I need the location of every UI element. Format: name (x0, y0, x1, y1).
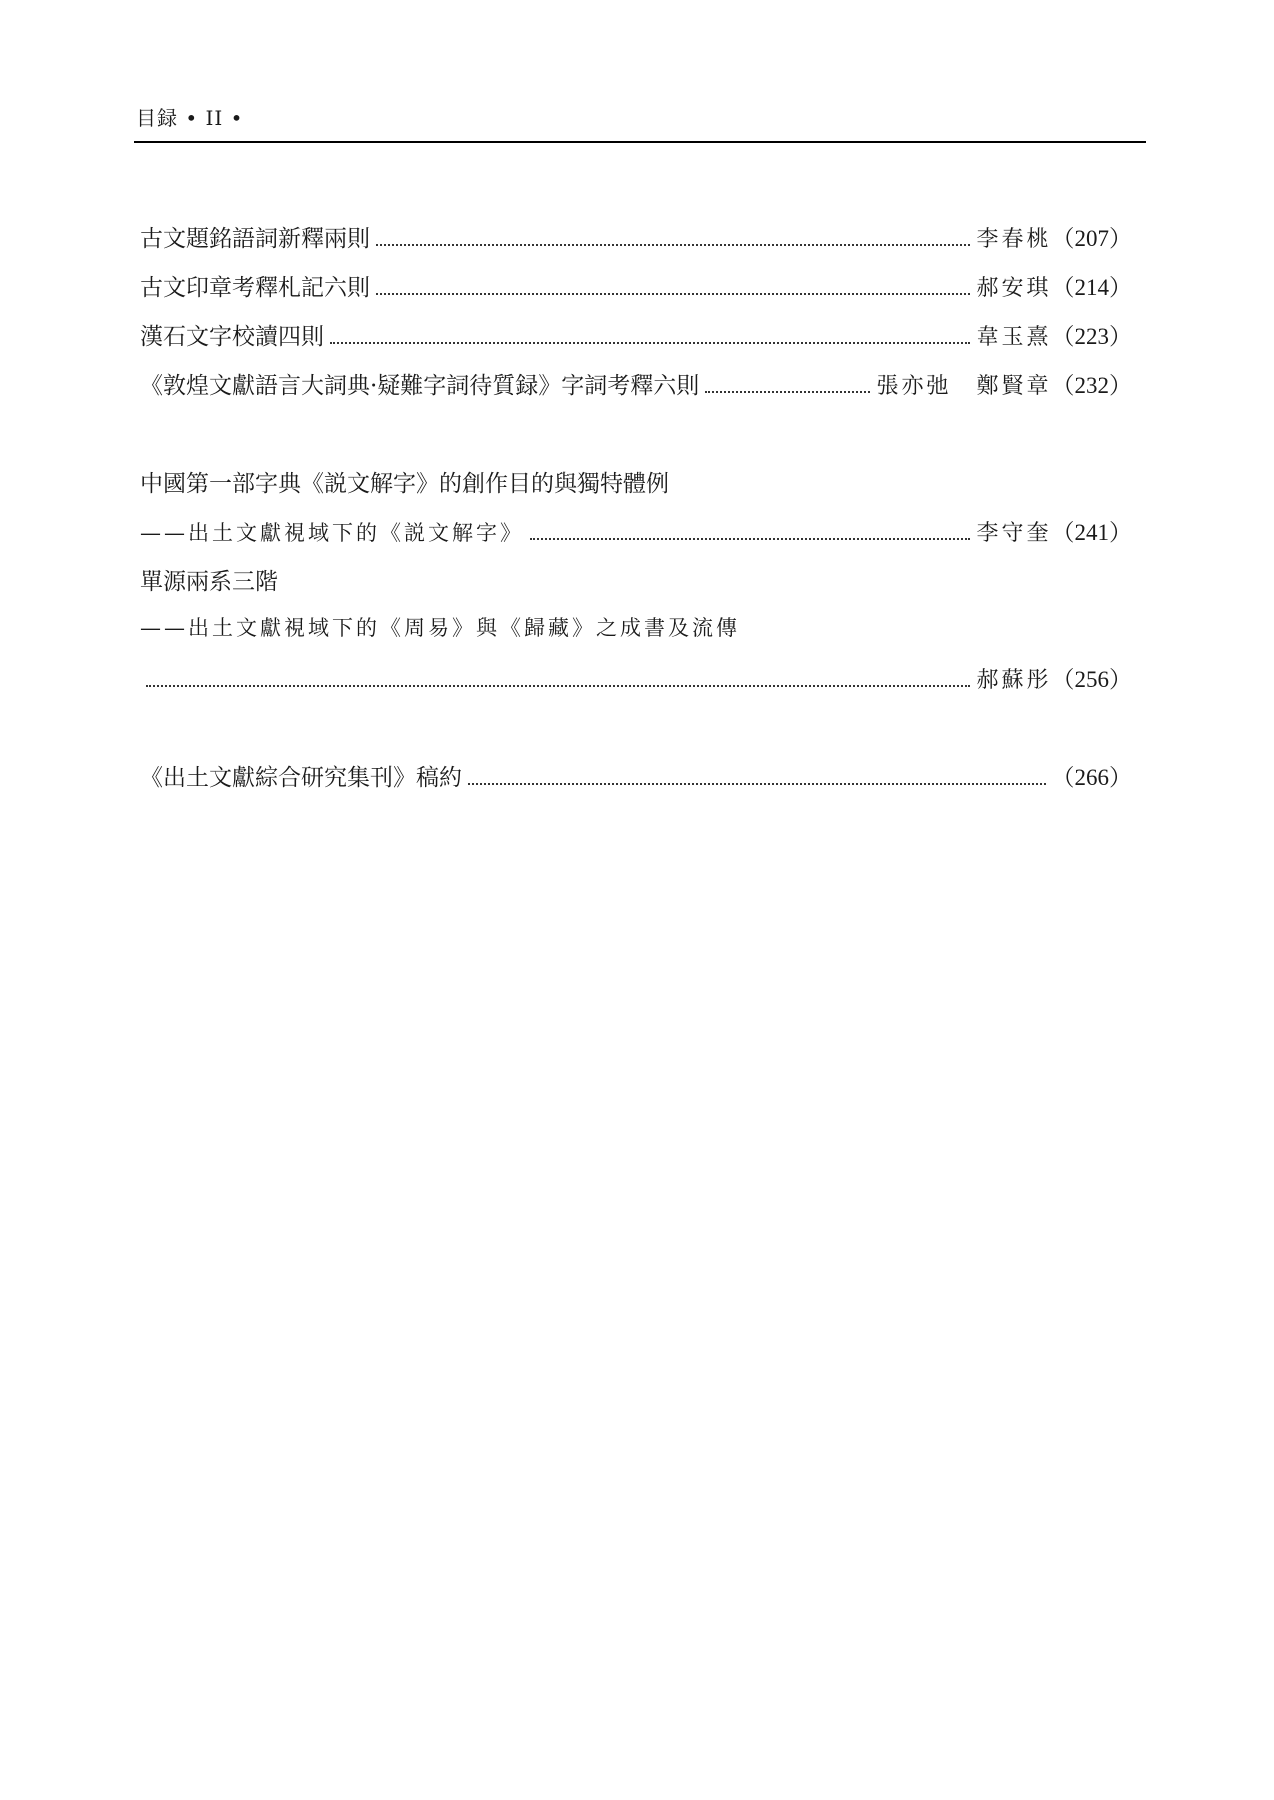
toc-entry-title: 漢石文字校讀四則 (140, 324, 324, 350)
toc-entry-author: 郝安琪 (976, 276, 1052, 301)
leader-dots (468, 783, 1046, 785)
toc-entry-author: 李守奎 (976, 521, 1052, 546)
toc-entry-title: 《敦煌文獻語言大詞典·疑難字詞待質録》字詞考釋六則 (140, 373, 700, 399)
toc-entry-author: 李春桃 (976, 227, 1052, 252)
toc-entry-page: （256） (1051, 667, 1132, 692)
toc-entry[interactable] (140, 367, 1132, 416)
toc-entry-title: 古文題銘語詞新釋兩則 (140, 226, 370, 252)
toc-entry[interactable] (140, 220, 1132, 269)
toc-entry[interactable] (140, 514, 1132, 563)
toc-entry-subtitle: ——出土文獻視域下的《周易》與《歸藏》之成書及流傳 (140, 616, 740, 640)
toc-entry[interactable] (140, 661, 1132, 710)
toc-entry-subtitle: ——出土文獻視域下的《説文解字》 (140, 521, 524, 545)
toc-entry-author: 張亦弛 鄭賢章 (876, 374, 1052, 399)
leader-dots (146, 685, 970, 687)
toc-entry-page: （207） (1051, 226, 1132, 251)
toc-entry-title: 古文印章考釋札記六則 (140, 275, 370, 301)
toc-entry-page: （232） (1051, 373, 1132, 398)
toc-entry-title[interactable]: 單源兩系三階 (140, 569, 278, 595)
leader-dots (330, 342, 970, 344)
toc-entry-page: （223） (1051, 324, 1132, 349)
running-header: 目録 • II • (136, 106, 244, 130)
table-of-contents (140, 220, 1132, 808)
header-rule (134, 141, 1146, 143)
toc-entry-page: （266） (1051, 765, 1132, 790)
leader-dots (376, 293, 970, 295)
toc-entry-page: （214） (1051, 275, 1132, 300)
section-gap (140, 416, 1132, 465)
toc-entry-title[interactable]: 中國第一部字典《説文解字》的創作目的與獨特體例 (140, 471, 669, 497)
section-gap (140, 710, 1132, 759)
toc-entry-author: 郝蘇彤 (976, 668, 1052, 693)
leader-dots (530, 538, 970, 540)
leader-dots (376, 244, 970, 246)
toc-entry-title: 《出土文獻綜合研究集刊》稿約 (140, 765, 462, 791)
leader-dots (705, 391, 870, 393)
toc-entry-author: 韋玉熹 (976, 325, 1052, 350)
toc-entry-page: （241） (1051, 520, 1132, 545)
toc-entry[interactable] (140, 318, 1132, 367)
toc-entry[interactable] (140, 759, 1132, 808)
toc-entry[interactable] (140, 269, 1132, 318)
